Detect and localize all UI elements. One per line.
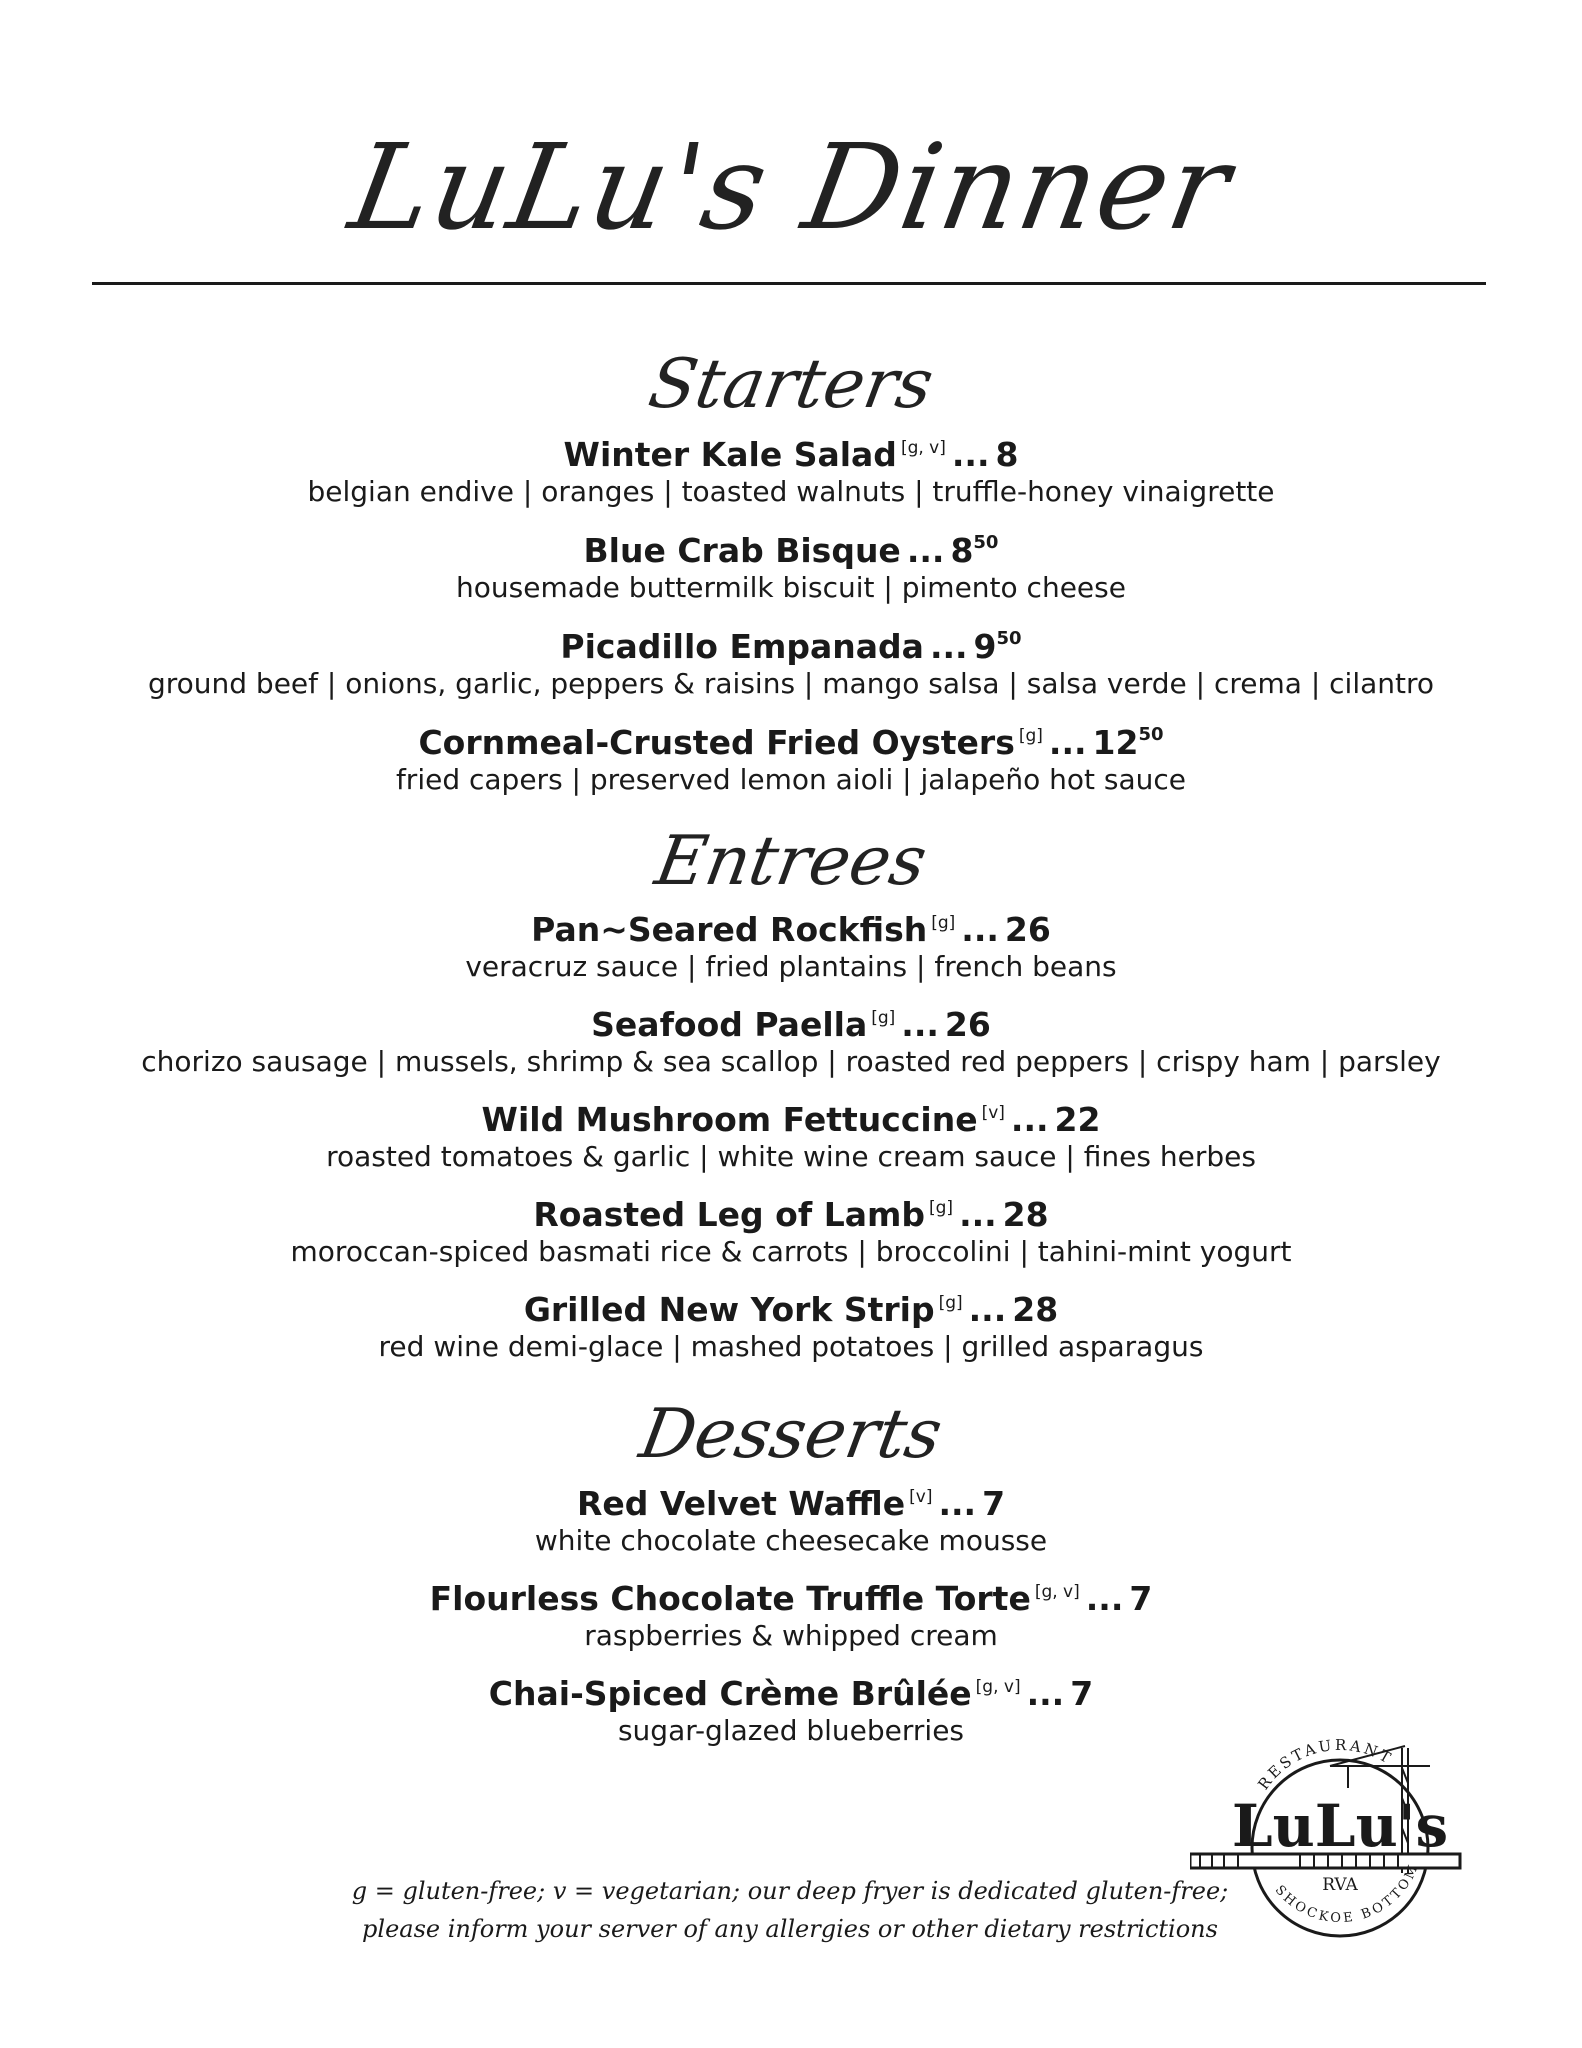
menu-item-description: raspberries & whipped cream — [584, 1619, 998, 1652]
menu-item-price: 26 — [1004, 910, 1051, 949]
menu-item-line — [0, 1188, 1582, 1235]
menu-item — [0, 1093, 1582, 1174]
menu-item-line — [0, 1477, 1582, 1524]
menu-title: LuLu's Dinner — [340, 118, 1242, 256]
menu-item-description: veracruz sauce | fried plantains | french beans — [465, 950, 1117, 983]
price-separator: ... — [1048, 723, 1087, 762]
menu-item-name: Pan~Seared Rockfish — [531, 910, 928, 949]
menu-item-name: Grilled New York Strip — [523, 1290, 935, 1329]
logo-name: LuLu's — [1231, 1792, 1449, 1860]
menu-item-price: 7 — [1070, 1674, 1094, 1713]
menu-item-name: Flourless Chocolate Truffle Torte — [429, 1579, 1031, 1618]
menu-item-line — [0, 715, 1582, 763]
price-separator: ... — [938, 1484, 977, 1523]
footnote-line-1: g = gluten-free; v = vegetarian; our deep fryer is dedicated gluten-free; — [351, 1877, 1229, 1905]
menu-item — [0, 903, 1582, 984]
dietary-footnote — [330, 1872, 1250, 1948]
dietary-tags: [g, v] — [900, 438, 946, 458]
dietary-tags: [g] — [1018, 726, 1043, 746]
menu-item — [0, 1477, 1582, 1558]
dietary-tags: [g, v] — [1034, 1582, 1080, 1602]
menu-item-price: 9 — [973, 627, 997, 666]
price-separator: ... — [906, 531, 945, 570]
price-separator: ... — [929, 627, 968, 666]
section-starters — [0, 428, 1582, 811]
logo-arc-bottom: SHOCKOE BOTTOM — [1271, 1860, 1423, 1927]
menu-item-description: housemade buttermilk biscuit | pimento cheese — [456, 571, 1126, 604]
logo-arc-top: RESTAURANT — [1254, 1735, 1397, 1794]
menu-item-description: white chocolate cheesecake mousse — [534, 1524, 1048, 1557]
price-separator: ... — [961, 910, 999, 949]
menu-item-price: 22 — [1054, 1100, 1101, 1139]
dietary-tags: [g, v] — [975, 1677, 1021, 1697]
dietary-tags: [v] — [981, 1103, 1005, 1123]
dietary-tags: [g] — [938, 1293, 963, 1313]
price-separator: ... — [901, 1005, 939, 1044]
menu-item-name: Wild Mushroom Fettuccine — [481, 1100, 978, 1139]
price-separator: ... — [968, 1290, 1007, 1329]
footnote-line-2: please inform your server of any allergies or other dietary restrictions — [362, 1915, 1218, 1943]
dietary-tags: [g] — [931, 913, 956, 933]
menu-item-price: 26 — [944, 1005, 991, 1044]
menu-item-line — [0, 1572, 1582, 1619]
menu-item-name: Seafood Paella — [591, 1005, 868, 1044]
menu-item-price: 28 — [1012, 1290, 1059, 1329]
menu-item-line — [0, 903, 1582, 950]
menu-item-price: 12 — [1092, 723, 1139, 762]
menu-item — [0, 998, 1582, 1079]
menu-item-price: 8 — [995, 435, 1019, 474]
dietary-tags: [g] — [871, 1008, 896, 1028]
menu-item-description: fried capers | preserved lemon aioli | jalapeño hot sauce — [395, 763, 1187, 796]
section-heading-starters: Starters — [643, 345, 939, 424]
menu-item-price: 7 — [1129, 1579, 1153, 1618]
menu-item-line — [0, 428, 1582, 475]
price-separator: ... — [1085, 1579, 1124, 1618]
menu-item-description: chorizo sausage | mussels, shrimp & sea scallop | roasted red peppers | crispy ham | parsley — [141, 1045, 1441, 1078]
dietary-tags: [g] — [929, 1198, 954, 1218]
price-separator: ... — [1010, 1100, 1049, 1139]
price-separator: ... — [959, 1195, 997, 1234]
menu-item-name: Cornmeal-Crusted Fried Oysters — [418, 723, 1015, 762]
menu-item-price: 7 — [982, 1484, 1006, 1523]
menu-item-description: red wine demi-glace | mashed potatoes | grilled asparagus — [378, 1330, 1204, 1363]
menu-item-price-cents: 50 — [996, 628, 1022, 649]
menu-item-name: Red Velvet Waffle — [576, 1484, 906, 1523]
menu-item-name: Roasted Leg of Lamb — [533, 1195, 925, 1234]
section-heading-entrees: Entrees — [649, 822, 933, 901]
menu-item-line — [0, 1283, 1582, 1330]
menu-item — [0, 1572, 1582, 1653]
restaurant-logo — [1190, 1708, 1490, 1938]
svg-text:RESTAURANT — [1254, 1736, 1396, 1793]
menu-item-price: 28 — [1002, 1195, 1049, 1234]
menu-item — [0, 1188, 1582, 1269]
menu-item-name: Chai-Spiced Crème Brûlée — [488, 1674, 972, 1713]
menu-item — [0, 619, 1582, 701]
menu-item-description: belgian endive | oranges | toasted walnuts | truffle-honey vinaigrette — [307, 475, 1275, 508]
price-separator: ... — [951, 435, 990, 474]
menu-item-price-cents: 50 — [1138, 724, 1164, 745]
menu-item-name: Picadillo Empanada — [560, 627, 924, 666]
section-heading-desserts: Desserts — [634, 1395, 948, 1474]
menu-item-description: sugar-glazed blueberries — [617, 1714, 965, 1747]
logo-sub: RVA — [1322, 1875, 1358, 1895]
menu-item-line — [0, 1667, 1582, 1714]
menu-item — [0, 1283, 1582, 1364]
menu-item-line — [0, 998, 1582, 1045]
menu-item-price: 8 — [950, 531, 974, 570]
menu-item-line — [0, 619, 1582, 667]
menu-item-name: Winter Kale Salad — [563, 435, 897, 474]
price-separator: ... — [1026, 1674, 1065, 1713]
menu-item — [0, 715, 1582, 797]
menu-item-line — [0, 523, 1582, 571]
menu-item-price-cents: 50 — [973, 532, 999, 553]
title-divider — [92, 282, 1486, 285]
menu-item — [0, 523, 1582, 605]
menu-item-description: roasted tomatoes & garlic | white wine cream sauce | fines herbes — [326, 1140, 1256, 1173]
menu-item-description: moroccan-spiced basmati rice & carrots | broccolini | tahini-mint yogurt — [290, 1235, 1292, 1268]
menu-item-description: ground beef | onions, garlic, peppers & raisins | mango salsa | salsa verde | crema | cilantro — [147, 667, 1435, 700]
menu-item-name: Blue Crab Bisque — [583, 531, 901, 570]
section-entrees — [0, 903, 1582, 1378]
dietary-tags: [v] — [909, 1487, 933, 1507]
menu-item — [0, 428, 1582, 509]
menu-item-line — [0, 1093, 1582, 1140]
